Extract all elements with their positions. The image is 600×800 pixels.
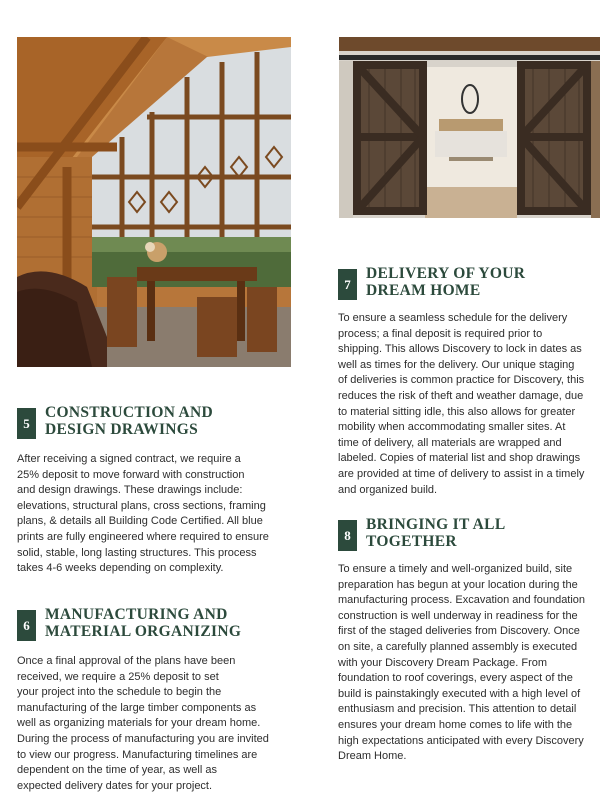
great-room-photo — [17, 37, 291, 367]
section-number: 7 — [338, 269, 357, 300]
section-title: MANUFACTURING AND MATERIAL ORGANIZING — [45, 606, 242, 640]
section-construction — [17, 404, 297, 577]
section-body: After receiving a signed contract, we require a 25% deposit to move forward with construction and design drawings. These drawings include: elevations, structural plans, cross sections, framing plans, & details all Building Code Certified. All blue prints are fully engineered where required to ensure solid, stable, long lasting structures. This process takes 4-6 weeks depending on complexity. — [17, 453, 269, 575]
section-number: 6 — [17, 610, 36, 641]
section-delivery — [338, 265, 600, 498]
section-body: To ensure a timely and well-organized build, site preparation has begun at your location during the manufacturing process. Excavation and foundation construction is well underway in readiness for the first of the staged deliveries from Discovery. Once on site, a carefully planned assembly is executed with your Discovery Dream Package. From foundation to roof coverings, every aspect of the build is painstakingly executed with a high level of enthusiasm and precision. This attention to detail ensures your dream home comes to life with the high expectations anticipated with every Discovery Dream Home. — [338, 563, 586, 763]
section-together — [338, 516, 600, 765]
section-title: CONSTRUCTION AND DESIGN DRAWINGS — [45, 404, 214, 438]
section-body: Once a final approval of the plans have been received, we require a 25% deposit to set your project into the schedule to begin the manufacturing of the large timber components as well as organizing materials for your dream home. During the process of manufacturing you are invited to view our progress. Manufacturing timelines are dependent on the time of year, as well as expected delivery dates for your project. — [17, 655, 269, 792]
section-body: To ensure a seamless schedule for the delivery process; a final deposit is required prior to shipping. This allows Discovery to lock in dates as well as times for the delivery. Our unique staging of deliveries is common practice for Discovery, this reduces the risk of theft and weather damage, due to material sitting idle, this also allows for greater mobility when accommodating smaller sites. At time of delivery, all materials are wrapped and labeled. Copies of material list and shop drawings are provided at time of delivery to assist in a timely and organized build. — [338, 312, 585, 496]
section-number: 8 — [338, 520, 357, 551]
section-manufacturing — [17, 606, 297, 794]
section-title: BRINGING IT ALL TOGETHER — [366, 516, 506, 550]
section-number: 5 — [17, 408, 36, 439]
section-title: DELIVERY OF YOUR DREAM HOME — [366, 265, 526, 299]
barn-door-photo — [339, 37, 600, 218]
